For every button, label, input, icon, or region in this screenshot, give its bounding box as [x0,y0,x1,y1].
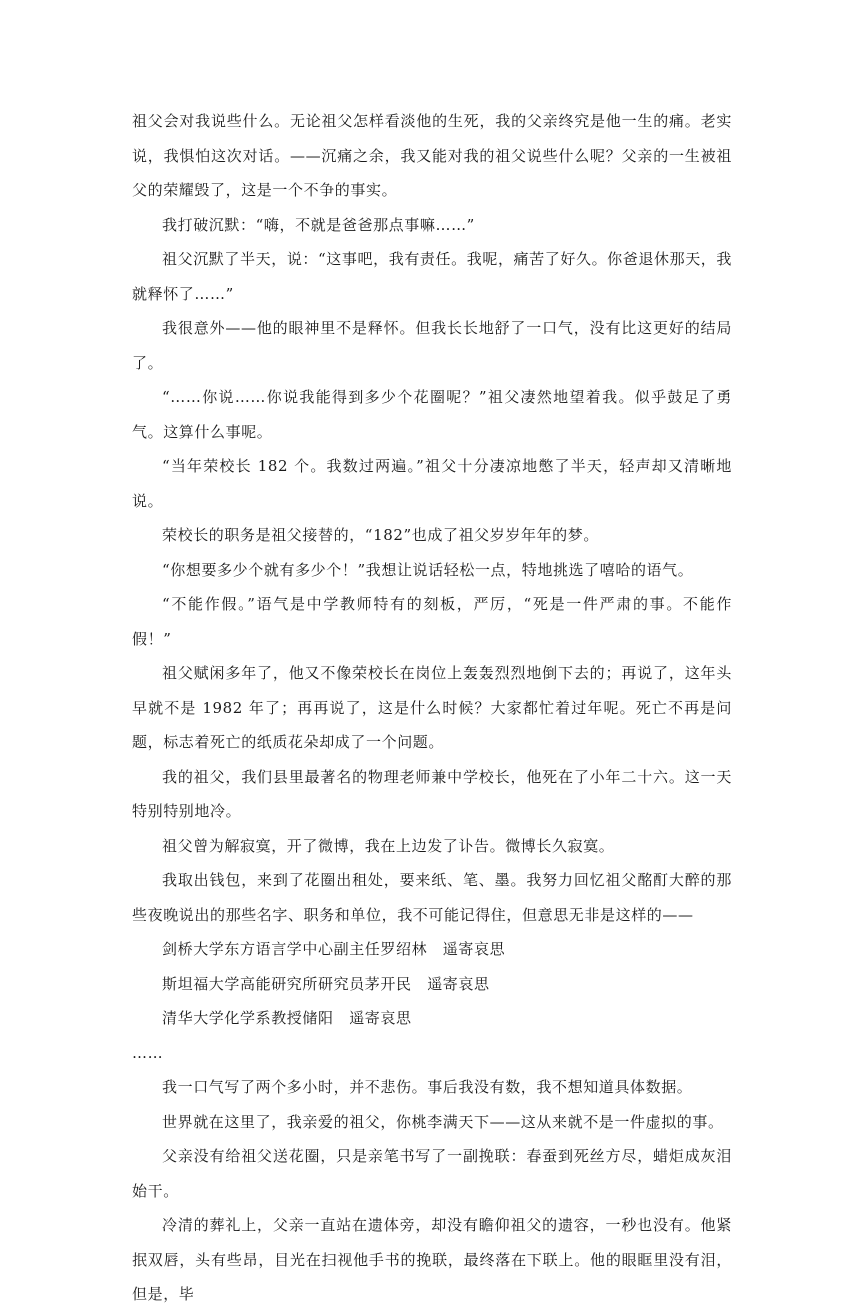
paragraph: 我很意外——他的眼神里不是释怀。但我长长地舒了一口气，没有比这更好的结局了。 [132,319,732,372]
condolence-line: 剑桥大学东方语言学中心副主任罗绍林 遥寄哀思 [162,940,506,958]
paragraph: 我取出钱包，来到了花圈出租处，要来纸、笔、墨。我努力回忆祖父酩酊大醉的那些夜晚说出的那些名字、职务和单位，我不可能记得住，但意思无非是这样的—— [132,871,732,924]
paragraph: 父亲没有给祖父送花圈，只是亲笔书写了一副挽联：春蚕到死丝方尽，蜡炬成灰泪始干。 [132,1147,732,1200]
paragraph: 祖父赋闲多年了，他又不像荣校长在岗位上轰轰烈烈地倒下去的；再说了，这年头早就不是 1982 年了；再再说了，这是什么时候？大家都忙着过年呢。死亡不再是问题，标志着死亡的纸质花朵却成了一个问题。 [132,664,732,751]
paragraph: “不能作假。”语气是中学教师特有的刻板，严厉，“死是一件严肃的事。不能作假！” [132,595,732,648]
paragraph: 我打破沉默：“嗨，不就是爸爸那点事嘛……” [162,215,475,234]
paragraph: 我一口气写了两个多小时，并不悲伤。事后我没有数，我不想知道具体数据。 [162,1078,693,1096]
paragraph: 冷清的葬礼上，父亲一直站在遗体旁，却没有瞻仰祖父的遗容，一秒也没有。他紧抿双唇，头有些昂，目光在扫视他手书的挽联，最终落在下联上。他的眼眶里没有泪，但是，毕 [132,1216,732,1303]
paragraph: 祖父沉默了半天，说：“这事吧，我有责任。我呢，痛苦了好久。你爸退休那天，我就释怀了……” [132,250,732,303]
paragraph: “当年荣校长 182 个。我数过两遍。”祖父十分凄凉地憋了半天，轻声却又清晰地说。 [132,457,732,510]
paragraph: 我的祖父，我们县里最著名的物理老师兼中学校长，他死在了小年二十六。这一天特别特别地冷。 [132,767,732,820]
condolence-line: 斯坦福大学高能研究所研究员茅开民 遥寄哀思 [162,974,490,993]
document-page [132,104,732,1312]
paragraph: “……你说……你说我能得到多少个花圈呢？”祖父凄然地望着我。似乎鼓足了勇气。这算什么事呢。 [132,388,732,441]
paragraph: 荣校长的职务是祖父接替的，“182”也成了祖父岁岁年年的梦。 [162,526,599,544]
paragraph: “你想要多少个就有多少个！”我想让说话轻松一点，特地挑选了嘻哈的语气。 [162,560,694,579]
paragraph: 祖父会对我说些什么。无论祖父怎样看淡他的生死，我的父亲终究是他一生的痛。老实说，我惧怕这次对话。——沉痛之余，我又能对我的祖父说些什么呢？父亲的一生被祖父的荣耀毁了，这是一个不争的事实。 [132,112,732,199]
condolence-line: 清华大学化学系教授储阳 遥寄哀思 [162,1009,412,1027]
paragraph: 祖父曾为解寂寞，开了微博，我在上边发了讣告。微博长久寂寞。 [162,836,615,855]
ellipsis-line: …… [132,1043,164,1062]
paragraph: 世界就在这里了，我亲爱的祖父，你桃李满天下——这从来就不是一件虚拟的事。 [162,1112,724,1131]
